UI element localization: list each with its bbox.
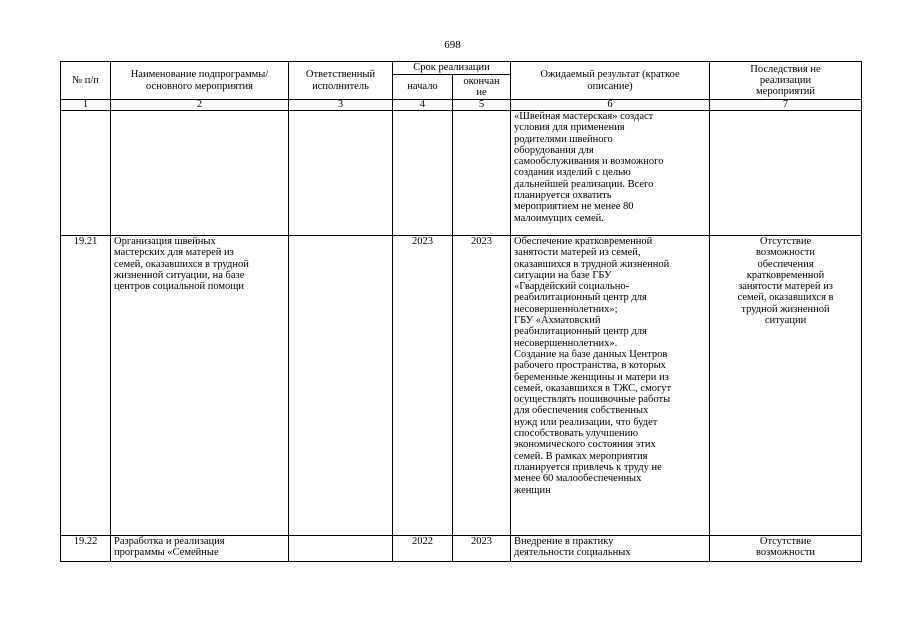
index-cell: 3 — [289, 100, 393, 111]
row-consequence: Отсутствие возможности обеспечения кратковременной занятости матерей из семей, оказавшихся в трудной жизненной ситуации — [710, 236, 862, 536]
index-cell: 1 — [61, 100, 111, 111]
header-consequences: Последствия не реализации мероприятий — [710, 62, 862, 100]
index-cell: 2 — [111, 100, 289, 111]
activities-table — [60, 61, 862, 562]
header-number: № п/п — [61, 62, 111, 100]
row-start — [393, 111, 453, 236]
table-row — [61, 111, 862, 236]
header-end: окончан ие — [453, 75, 511, 100]
row-consequence — [710, 111, 862, 236]
row-end — [453, 111, 511, 236]
row-number — [61, 111, 111, 236]
row-name — [111, 111, 289, 236]
index-cell: 6 — [511, 100, 710, 111]
row-end: 2023 — [453, 536, 511, 562]
row-number: 19.22 — [61, 536, 111, 562]
row-executor — [289, 111, 393, 236]
index-cell: 4 — [393, 100, 453, 111]
page-number: 698 — [444, 39, 461, 51]
row-executor — [289, 236, 393, 536]
row-consequence: Отсутствие возможности — [710, 536, 862, 562]
header-name: Наименование подпрограммы/ основного мероприятия — [111, 62, 289, 100]
row-executor — [289, 536, 393, 562]
row-end: 2023 — [453, 236, 511, 536]
row-start: 2022 — [393, 536, 453, 562]
row-number: 19.21 — [61, 236, 111, 536]
table-row — [61, 236, 862, 536]
row-start: 2023 — [393, 236, 453, 536]
header-period: Срок реализации — [393, 62, 511, 75]
index-cell: 5 — [453, 100, 511, 111]
header-result: Ожидаемый результат (краткое описание) — [511, 62, 710, 100]
index-cell: 7 — [710, 100, 862, 111]
header-executor: Ответственный исполнитель — [289, 62, 393, 100]
row-name: Организация швейных мастерских для матерей из семей, оказавшихся в трудной жизненной ситуации, на базе центров социальной помощи — [111, 236, 289, 536]
row-result: Обеспечение кратковременной занятости матерей из семей, оказавшихся в трудной жизненной ситуации на базе ГБУ «Гвардейский социально- реабилитационный центр для несовершеннолетних»; ГБУ «Ахматовский реабилитационный центр для несовершеннолетних». Создание на базе данных Центров рабочего пространства, в которых беременные женщины и матери из семей, оказавшихся в ТЖС, смогут осуществлять пошивочные работы для обеспечения собственных нужд или реализации, что будет способствовать улучшению экономического состояния этих семей. В рамках мероприятия планируется привлечь к труду не менее 60 малообеспеченных женщин — [511, 236, 710, 536]
row-result: Внедрение в практику деятельности социальных — [511, 536, 710, 562]
table-row — [61, 536, 862, 562]
row-result: «Швейная мастерская» создаст условия для применения родителями швейного оборудования для самообслуживания и возможного создания изделий с целью дальнейшей реализации. Всего планируется охватить мероприятием не менее 80 малоимущих семей. — [511, 111, 710, 236]
row-name: Разработка и реализация программы «Семейные — [111, 536, 289, 562]
header-start: начало — [393, 75, 453, 100]
